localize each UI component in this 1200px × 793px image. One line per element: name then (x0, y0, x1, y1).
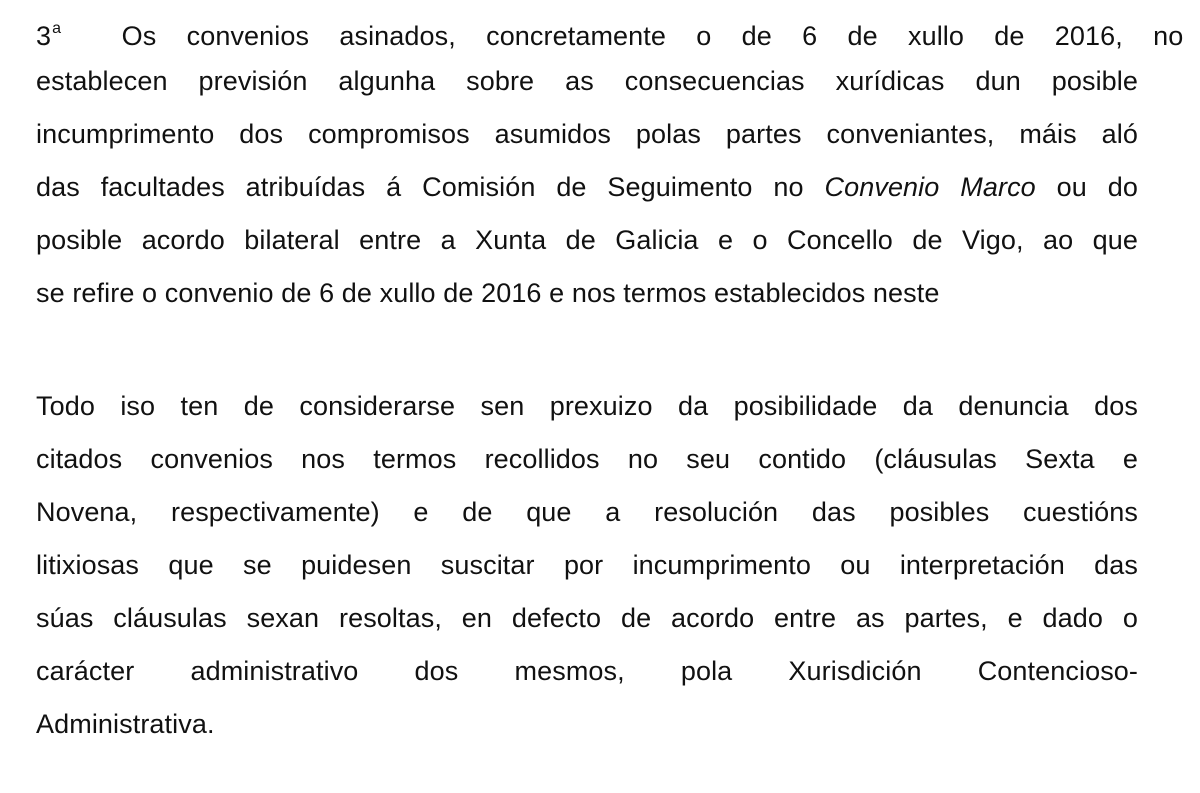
paragraph-2-line-3: Novena, respectivamente) e de que a resolución das posibles cuestións (36, 497, 1138, 527)
paragraph-2-line-1: Todo iso ten de considerarse sen prexuizo da posibilidade da denuncia dos (36, 391, 1138, 421)
paragraph-todo-iso (36, 380, 1138, 751)
paragraph-3-line-1-text: Os convenios asinados, concretamente o de 6 de xullo de 2016, no (121, 21, 1184, 51)
ordinal-mark: a (52, 20, 62, 37)
paragraph-2-line-6: carácter administrativo dos mesmos, pola Xurisdición Contencioso- (36, 656, 1138, 686)
paragraph-3-line-1 (36, 2, 1184, 55)
paragraph-3 (36, 2, 1184, 320)
paragraph-3-line-6: se refire o convenio de 6 de xullo de 2016 e nos termos establecidos neste (36, 278, 940, 308)
paragraph-3-line-4-text-b: ou do (1035, 172, 1139, 202)
paragraph-3-line-3: incumprimento dos compromisos asumidos polas partes conveniantes, máis aló (36, 119, 1138, 149)
paragraph-3-line-4-text-a: das facultades atribuídas á Comisión de Seguimento no (36, 172, 825, 202)
paragraph-3-line-5: posible acordo bilateral entre a Xunta de Galicia e o Concello de Vigo, ao que (36, 225, 1138, 255)
paragraph-3-line-4 (36, 161, 1138, 214)
paragraph-2-line-2: citados convenios nos termos recollidos no seu contido (cláusulas Sexta e (36, 444, 1138, 474)
paragraph-2-line-5: súas cláusulas sexan resoltas, en defecto de acordo entre as partes, e dado o (36, 603, 1138, 633)
paragraph-2-line-7: Administrativa. (36, 709, 215, 739)
paragraph-3-line-2: establecen previsión algunha sobre as consecuencias xurídicas dun posible (36, 66, 1138, 96)
convenio-marco-italic: Convenio Marco (824, 172, 1036, 202)
paragraph-2-line-4: litixiosas que se puidesen suscitar por incumprimento ou interpretación das (36, 550, 1138, 580)
clause-number: 3 (36, 21, 52, 51)
